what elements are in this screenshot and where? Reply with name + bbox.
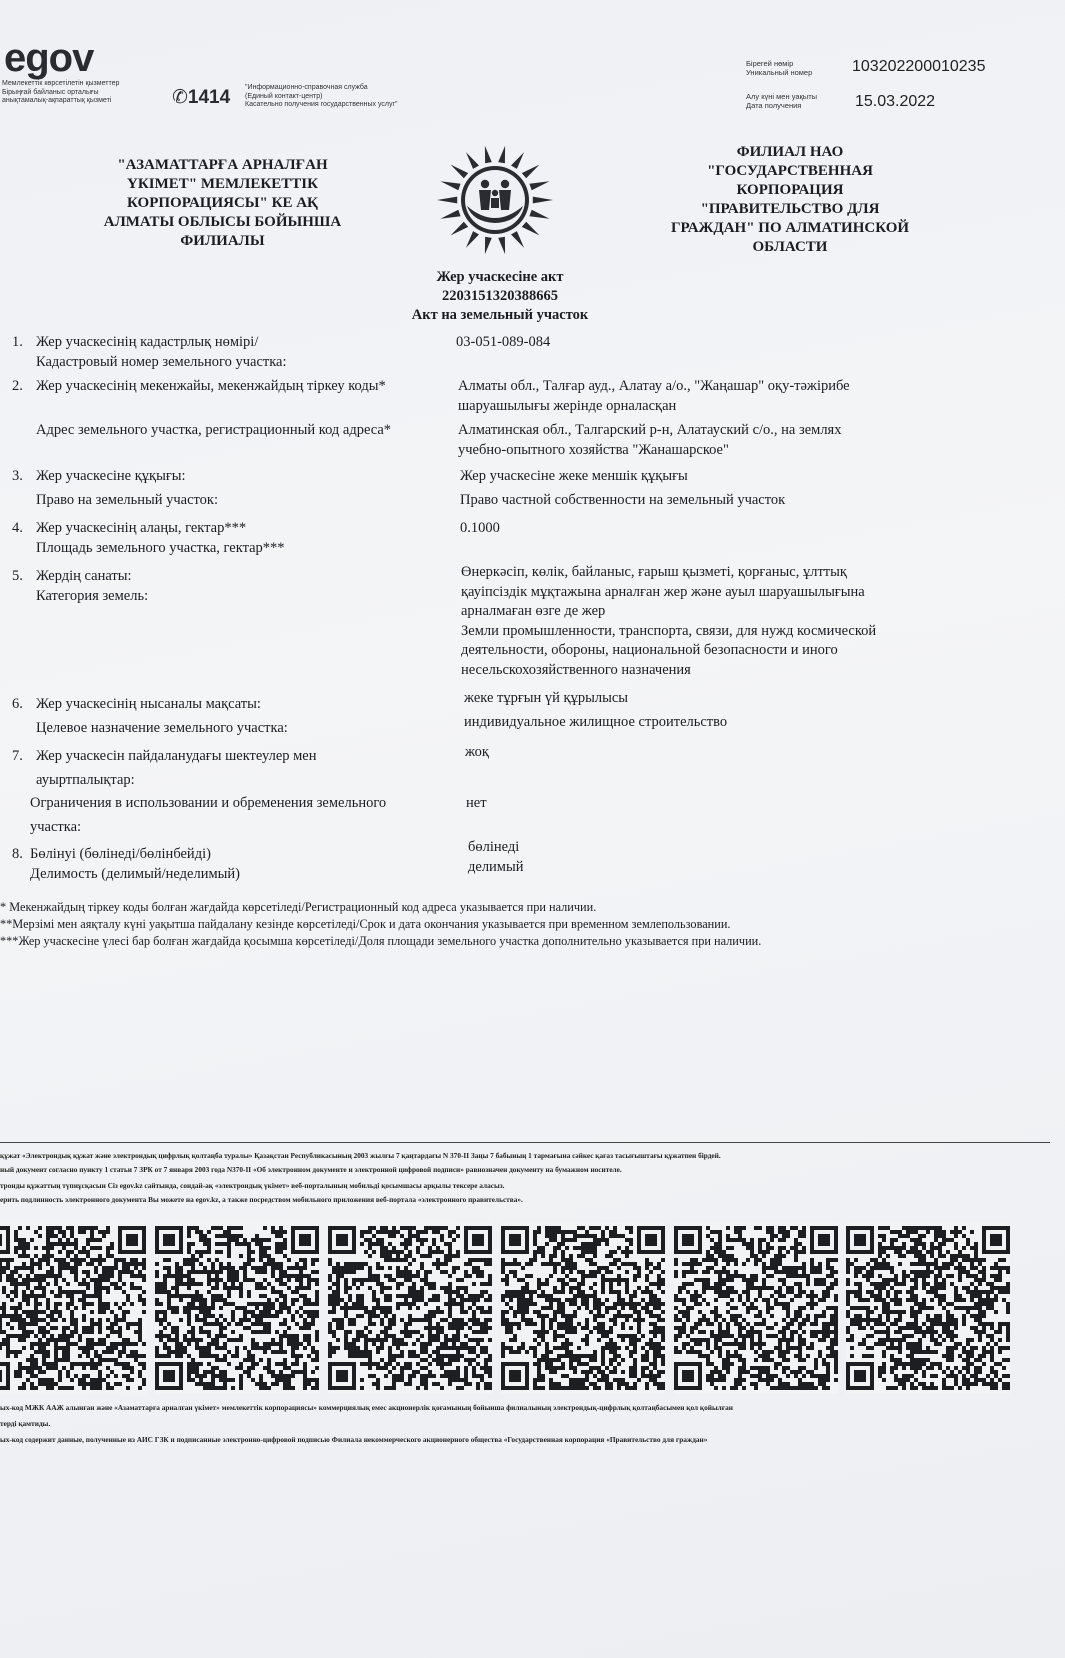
phone-icon: ✆ [172, 87, 188, 108]
qr-legal-line-3: ых-код содержит данные, полученные из АИС ГЗК и подписанные электронно-цифровой подписью Филиала некоммерческого акционерного общества «Государственная корпорация «Правительство для граждан» [0, 1435, 708, 1444]
qr-code-5 [674, 1222, 838, 1394]
receipt-date-value: 15.03.2022 [855, 93, 936, 110]
phone-caption: "Информационно-справочная служба (Единый контакт-центр) Касательно получения государственных услуг" [245, 84, 398, 108]
legal-line-1: құжат «Электрондық құжат және электрондық цифрлық қолтаңба туралы» Қазақстан Республикасының 2003 жылғы 7 қаңтардағы N 370-II Заңы 7 бабының 1 тармағына сәйкес қағаз тасығыштағы құжатпен бірдей. [0, 1151, 721, 1160]
phone-1414: ✆1414 [172, 87, 231, 108]
legal-line-3: тронды құжаттың түпнұсқасын Сіз egov.kz сайтында, сондай-ақ «электрондық үкімет» веб-порталының мобильді қосымшасы арқылы тексере аласыз. [0, 1181, 505, 1190]
org-name-ru: ФИЛИАЛ НАО "ГОСУДАРСТВЕННАЯ КОРПОРАЦИЯ "ПРАВИТЕЛЬСТВО ДЛЯ ГРАЖДАН" ПО АЛМАТИНСКОЙ ОБЛАСТИ [670, 144, 910, 255]
footnote-3: ***Жер учаскесіне үлесі бар болған жағдайда қосымша көрсетіледі/Доля площади земельного участка дополнительно указывается при наличии. [0, 934, 762, 948]
footnote-2: **Мерзімі мен аяқталу күні уақытша пайдалану кезінде көрсетіледі/Срок и дата окончания указывается при временном землепользовании. [0, 917, 731, 931]
act-number: 2203151320388665 [442, 288, 558, 304]
legal-line-4: ерить подлинность электронного документа Вы можете на egov.kz, а также посредством мобильного приложения веб-портала «электронного правительства». [0, 1195, 523, 1204]
qr-code-4 [501, 1222, 665, 1394]
egov-caption: Мемлекеттік көрсетілетін қызметтер Бірыңғай байланыс орталығы анықтамалық-ақпараттық қызметі [2, 80, 120, 104]
document-title: Жер учаскесіне акт 2203151320388665 Акт на земельный участок [350, 268, 650, 325]
divider [0, 1142, 1050, 1143]
qr-code-3 [328, 1222, 492, 1394]
receipt-date-label: Алу күні мен уақыты Дата получения [746, 92, 818, 110]
unique-number-value: 103202200010235 [852, 58, 986, 75]
org-name-kz: "АЗАМАТТАРҒА АРНАЛҒАН ҮКІМЕТ" МЕМЛЕКЕТТІК КОРПОРАЦИЯСЫ" КЕ АҚ АЛМАТЫ ОБЛЫСЫ БОЙЫНША ФИЛИАЛЫ [103, 157, 342, 249]
qr-legal-line-2: терді қамтиды. [0, 1419, 51, 1428]
qr-code-1 [0, 1222, 146, 1394]
qr-legal-line-1: ых-код МЖК ААЖ алынған және «Азаматтарға арналған үкімет» мемлекеттік корпорациясы» коммерциялық емес акционерлік қоғамының бойынша филиалының электрондық-цифрлық қолтаңбасымен қол қойылған [0, 1403, 733, 1412]
qr-code-6 [846, 1222, 1010, 1394]
egov-logo: egov [4, 36, 94, 80]
footnote-1: * Мекенжайдың тіркеу коды болған жағдайда көрсетіледі/Регистрационный код адреса указывается при наличии. [0, 900, 597, 914]
sun-family-emblem-icon [425, 140, 565, 260]
qr-code-2 [155, 1222, 319, 1394]
unique-number-label: Бірегей нөмір Уникальный номер [746, 59, 813, 77]
legal-line-2: ный документ согласно пункту 1 статьи 7 ЗРК от 7 января 2003 года N370-II «Об электронном документе и электронной цифровой подписи» равнозначен документу на бумажном носителе. [0, 1165, 622, 1174]
